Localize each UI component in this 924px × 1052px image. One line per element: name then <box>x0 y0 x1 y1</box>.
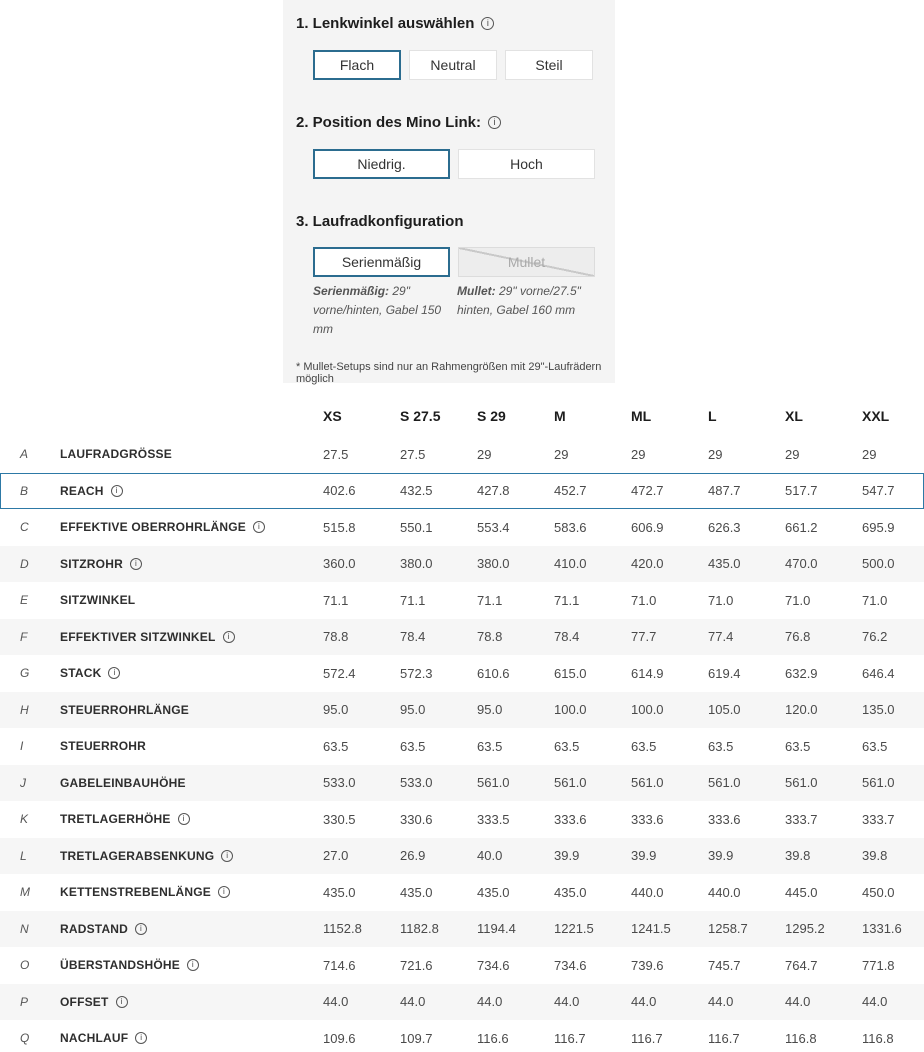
geo-value: 76.2 <box>862 629 888 645</box>
table-row-l[interactable] <box>0 838 924 875</box>
geo-value: 695.9 <box>862 519 895 535</box>
geo-value: 646.4 <box>862 665 895 681</box>
geometry-config-panel <box>283 0 615 383</box>
geo-value: 71.1 <box>477 592 503 608</box>
row-label: LAUFRADGRÖSSE <box>60 447 172 462</box>
row-label: OFFSET <box>60 994 109 1009</box>
row-label-cell <box>40 703 321 717</box>
row-letter: H <box>20 702 29 717</box>
step2-title <box>296 114 501 131</box>
geo-value: 533.0 <box>323 775 356 791</box>
wheel-config-descriptions <box>313 282 594 339</box>
geo-value: 470.0 <box>785 556 818 572</box>
geo-value: 63.5 <box>631 738 657 754</box>
geo-value: 734.6 <box>477 957 510 973</box>
row-label-cell <box>40 630 321 644</box>
geo-value: 95.0 <box>477 702 503 718</box>
info-icon[interactable]: i <box>481 17 494 30</box>
row-label: EFFEKTIVE OBERROHRLÄNGE <box>60 520 246 535</box>
table-row-j[interactable] <box>0 765 924 802</box>
geo-value: 63.5 <box>785 738 811 754</box>
row-label: SITZROHR <box>60 556 123 571</box>
geo-value: 561.0 <box>862 775 895 791</box>
geo-value: 450.0 <box>862 884 895 900</box>
geo-value: 100.0 <box>554 702 587 718</box>
row-label-cell <box>40 776 321 790</box>
geo-value: 63.5 <box>708 738 734 754</box>
geo-value: 44.0 <box>631 994 657 1010</box>
row-label-cell <box>40 520 321 534</box>
row-label: GABELEINBAUHÖHE <box>60 775 186 790</box>
geo-value: 116.8 <box>862 1030 894 1046</box>
geo-value: 135.0 <box>862 702 895 718</box>
step1-title-text: 1. Lenkwinkel auswählen <box>296 15 475 32</box>
geo-value: 572.4 <box>323 665 356 681</box>
geo-value: 26.9 <box>400 848 426 864</box>
column-header: XXL <box>862 407 890 424</box>
row-label-cell <box>40 958 321 972</box>
geo-value: 1241.5 <box>631 921 671 937</box>
table-row-n[interactable] <box>0 911 924 948</box>
geo-value: 116.7 <box>708 1030 740 1046</box>
wheel-config-options <box>313 247 595 277</box>
serienmaessig-description-text: 29" vorne/hinten, Gabel 150 mm <box>313 284 442 336</box>
table-body <box>0 436 924 1052</box>
column-header: ML <box>631 407 652 424</box>
step3-title <box>296 213 464 230</box>
row-label: TRETLAGERHÖHE <box>60 812 171 827</box>
row-label-cell <box>40 812 321 826</box>
geo-value: 71.0 <box>862 592 888 608</box>
geo-value: 27.5 <box>323 446 349 462</box>
row-label: TRETLAGERABSENKUNG <box>60 848 215 863</box>
geo-value: 116.6 <box>477 1030 509 1046</box>
table-row-q[interactable] <box>0 1020 924 1052</box>
row-letter: N <box>20 921 29 936</box>
geo-value: 44.0 <box>862 994 888 1010</box>
info-icon[interactable]: i <box>488 116 501 129</box>
step2-title-text: 2. Position des Mino Link: <box>296 114 482 131</box>
geo-value: 487.7 <box>708 483 741 499</box>
row-label: ÜBERSTANDSHÖHE <box>60 958 180 973</box>
geo-value: 1331.6 <box>862 921 902 937</box>
column-header: S 27.5 <box>400 407 441 424</box>
row-label-cell <box>40 885 321 899</box>
table-row-b[interactable] <box>0 473 924 510</box>
table-header-row <box>0 395 924 436</box>
geo-value: 432.5 <box>400 483 433 499</box>
info-icon[interactable]: i <box>116 996 128 1008</box>
geo-value: 561.0 <box>785 775 818 791</box>
mullet-description <box>457 282 594 339</box>
geo-value: 78.8 <box>477 629 503 645</box>
geo-value: 533.0 <box>400 775 433 791</box>
geo-value: 71.0 <box>708 592 734 608</box>
geo-value: 39.8 <box>862 848 888 864</box>
geo-value: 120.0 <box>785 702 818 718</box>
geo-value: 1221.5 <box>554 921 594 937</box>
geo-value: 39.8 <box>785 848 811 864</box>
row-label-cell <box>40 1031 321 1045</box>
row-letter: B <box>20 483 29 498</box>
geo-value: 764.7 <box>785 957 818 973</box>
geo-value: 29 <box>631 446 646 462</box>
geo-value: 452.7 <box>554 483 587 499</box>
row-label-cell <box>40 666 321 680</box>
row-letter: F <box>20 629 28 644</box>
geo-value: 95.0 <box>323 702 349 718</box>
geo-value: 619.4 <box>708 665 741 681</box>
head-angle-steil-button[interactable]: Steil <box>505 50 593 80</box>
geo-value: 1295.2 <box>785 921 825 937</box>
info-icon[interactable]: i <box>221 850 233 862</box>
geo-value: 661.2 <box>785 519 818 535</box>
geo-value: 380.0 <box>477 556 510 572</box>
geo-value: 105.0 <box>708 702 741 718</box>
geo-value: 78.8 <box>323 629 349 645</box>
row-label: NACHLAUF <box>60 1031 129 1046</box>
geo-value: 95.0 <box>400 702 426 718</box>
row-letter: Q <box>20 1031 30 1046</box>
geo-value: 739.6 <box>631 957 664 973</box>
geo-value: 44.0 <box>554 994 580 1010</box>
column-header: L <box>708 407 717 424</box>
geo-value: 39.9 <box>554 848 580 864</box>
table-row-f[interactable] <box>0 619 924 656</box>
row-label-cell <box>40 593 321 607</box>
info-icon[interactable]: i <box>178 813 190 825</box>
table-row-g[interactable] <box>0 655 924 692</box>
row-letter: P <box>20 994 29 1009</box>
geo-value: 517.7 <box>785 483 818 499</box>
geo-value: 435.0 <box>708 556 741 572</box>
geo-value: 333.7 <box>785 811 818 827</box>
wheel-config-mullet-button[interactable]: Mullet <box>458 247 595 277</box>
mino-link-niedrig-button[interactable]: Niedrig. <box>313 149 450 179</box>
row-letter: O <box>20 958 30 973</box>
geo-value: 29 <box>785 446 800 462</box>
geo-value: 333.6 <box>554 811 587 827</box>
table-row-a[interactable] <box>0 436 924 473</box>
table-row-e[interactable] <box>0 582 924 619</box>
info-icon[interactable]: i <box>218 886 230 898</box>
geo-value: 615.0 <box>554 665 587 681</box>
geo-value: 734.6 <box>554 957 587 973</box>
geo-value: 714.6 <box>323 957 356 973</box>
info-icon[interactable]: i <box>223 631 235 643</box>
geo-value: 29 <box>708 446 723 462</box>
geo-value: 27.5 <box>400 446 426 462</box>
column-header: XL <box>785 407 803 424</box>
geo-value: 561.0 <box>477 775 510 791</box>
geo-value: 76.8 <box>785 629 811 645</box>
row-letter: M <box>20 885 30 900</box>
geo-value: 29 <box>554 446 569 462</box>
info-icon[interactable]: i <box>135 1032 147 1044</box>
info-icon[interactable]: i <box>130 558 142 570</box>
geo-value: 44.0 <box>323 994 349 1010</box>
mino-link-options <box>313 149 595 179</box>
geo-value: 360.0 <box>323 556 356 572</box>
geo-value: 440.0 <box>631 884 664 900</box>
row-label-cell <box>40 995 321 1009</box>
mino-link-hoch-button[interactable]: Hoch <box>458 149 595 179</box>
row-label-cell <box>40 849 321 863</box>
geo-value: 333.5 <box>477 811 510 827</box>
column-header: M <box>554 407 566 424</box>
geo-value: 109.7 <box>400 1030 433 1046</box>
geo-value: 63.5 <box>400 738 426 754</box>
row-letter: E <box>20 593 29 608</box>
geo-value: 561.0 <box>631 775 664 791</box>
row-letter: L <box>20 848 27 863</box>
geo-value: 632.9 <box>785 665 818 681</box>
geo-value: 435.0 <box>477 884 510 900</box>
geo-value: 116.7 <box>631 1030 663 1046</box>
table-row-i[interactable] <box>0 728 924 765</box>
geo-value: 435.0 <box>554 884 587 900</box>
geo-value: 71.1 <box>554 592 580 608</box>
geo-value: 427.8 <box>477 483 510 499</box>
row-letter: I <box>20 739 24 754</box>
row-label: STEUERROHR <box>60 739 147 754</box>
geo-value: 39.9 <box>631 848 657 864</box>
geo-value: 440.0 <box>708 884 741 900</box>
row-label: KETTENSTREBENLÄNGE <box>60 885 211 900</box>
geo-value: 100.0 <box>631 702 664 718</box>
geo-value: 380.0 <box>400 556 433 572</box>
geo-value: 44.0 <box>477 994 503 1010</box>
geo-value: 27.0 <box>323 848 349 864</box>
head-angle-flach-button[interactable]: Flach <box>313 50 401 80</box>
mullet-description-text: 29" vorne/27.5" hinten, Gabel 160 mm <box>457 284 581 317</box>
column-header: S 29 <box>477 407 506 424</box>
step1-title <box>296 15 494 32</box>
head-angle-neutral-button[interactable]: Neutral <box>409 50 497 80</box>
geo-value: 435.0 <box>400 884 433 900</box>
geo-value: 78.4 <box>400 629 426 645</box>
row-label-cell <box>40 447 321 461</box>
geo-value: 1152.8 <box>323 921 362 937</box>
geo-value: 606.9 <box>631 519 664 535</box>
geo-value: 561.0 <box>554 775 587 791</box>
geo-value: 445.0 <box>785 884 818 900</box>
geo-value: 333.7 <box>862 811 895 827</box>
geo-value: 1258.7 <box>708 921 748 937</box>
mullet-description-lead: Mullet: <box>457 284 496 298</box>
info-icon[interactable]: i <box>135 923 147 935</box>
geo-value: 610.6 <box>477 665 510 681</box>
geo-value: 771.8 <box>862 957 895 973</box>
geo-value: 435.0 <box>323 884 356 900</box>
geo-value: 109.6 <box>323 1030 356 1046</box>
geo-value: 330.6 <box>400 811 433 827</box>
geo-value: 44.0 <box>785 994 811 1010</box>
row-label-cell <box>40 557 321 571</box>
geo-value: 63.5 <box>323 738 349 754</box>
row-label-cell <box>40 739 321 753</box>
row-letter: A <box>20 447 29 462</box>
head-angle-options <box>313 50 593 80</box>
geo-value: 71.0 <box>631 592 657 608</box>
geo-value: 1182.8 <box>400 921 439 937</box>
row-letter: K <box>20 812 29 827</box>
table-row-p[interactable] <box>0 984 924 1021</box>
geo-value: 626.3 <box>708 519 741 535</box>
row-label: STEUERROHRLÄNGE <box>60 702 190 717</box>
geo-value: 63.5 <box>477 738 503 754</box>
row-label: SITZWINKEL <box>60 593 136 608</box>
table-row-o[interactable] <box>0 947 924 984</box>
table-row-k[interactable] <box>0 801 924 838</box>
geometry-table <box>0 395 924 1052</box>
row-label-cell <box>40 484 321 498</box>
geo-value: 572.3 <box>400 665 433 681</box>
geo-value: 420.0 <box>631 556 664 572</box>
geo-value: 71.1 <box>323 592 349 608</box>
geo-value: 721.6 <box>400 957 433 973</box>
geo-value: 44.0 <box>400 994 426 1010</box>
geo-value: 745.7 <box>708 957 741 973</box>
row-letter: C <box>20 520 29 535</box>
geo-value: 547.7 <box>862 483 895 499</box>
step3-title-text: 3. Laufradkonfiguration <box>296 213 464 230</box>
row-label: STACK <box>60 666 102 681</box>
geo-value: 410.0 <box>554 556 587 572</box>
geo-value: 77.7 <box>631 629 657 645</box>
geo-value: 330.5 <box>323 811 356 827</box>
geo-value: 583.6 <box>554 519 587 535</box>
table-row-m[interactable] <box>0 874 924 911</box>
geo-value: 71.0 <box>785 592 811 608</box>
info-icon[interactable]: i <box>253 521 265 533</box>
geo-value: 333.6 <box>631 811 664 827</box>
geo-value: 116.7 <box>554 1030 586 1046</box>
geo-value: 63.5 <box>862 738 888 754</box>
row-label: REACH <box>60 483 104 498</box>
geo-value: 561.0 <box>708 775 741 791</box>
wheel-config-serienmaessig-button[interactable]: Serienmäßig <box>313 247 450 277</box>
table-row-d[interactable] <box>0 546 924 583</box>
row-label-cell <box>40 922 321 936</box>
geo-value: 472.7 <box>631 483 664 499</box>
info-icon[interactable]: i <box>187 959 199 971</box>
serienmaessig-description-lead: Serienmäßig: <box>313 284 390 298</box>
mullet-footnote: * Mullet-Setups sind nur an Rahmengrößen mit 29"-Laufrädern möglich <box>296 361 602 385</box>
geo-value: 71.1 <box>400 592 426 608</box>
geo-value: 39.9 <box>708 848 734 864</box>
geo-value: 402.6 <box>323 483 356 499</box>
geo-value: 77.4 <box>708 629 734 645</box>
geo-value: 63.5 <box>554 738 580 754</box>
serienmaessig-description <box>313 282 450 339</box>
geo-value: 78.4 <box>554 629 580 645</box>
geo-value: 553.4 <box>477 519 510 535</box>
geo-value: 614.9 <box>631 665 664 681</box>
row-label: EFFEKTIVER SITZWINKEL <box>60 629 216 644</box>
geo-value: 29 <box>477 446 492 462</box>
geo-value: 116.8 <box>785 1030 817 1046</box>
geo-value: 40.0 <box>477 848 503 864</box>
geo-value: 44.0 <box>708 994 734 1010</box>
info-icon[interactable]: i <box>108 667 120 679</box>
row-letter: G <box>20 666 30 681</box>
column-header: XS <box>323 407 342 424</box>
geo-value: 515.8 <box>323 519 356 535</box>
geo-value: 1194.4 <box>477 921 516 937</box>
geo-value: 550.1 <box>400 519 433 535</box>
row-letter: D <box>20 556 29 571</box>
geo-value: 333.6 <box>708 811 741 827</box>
row-label: RADSTAND <box>60 921 129 936</box>
info-icon[interactable]: i <box>111 485 123 497</box>
geo-value: 500.0 <box>862 556 895 572</box>
row-letter: J <box>20 775 26 790</box>
geo-value: 29 <box>862 446 877 462</box>
table-row-c[interactable] <box>0 509 924 546</box>
table-row-h[interactable] <box>0 692 924 729</box>
